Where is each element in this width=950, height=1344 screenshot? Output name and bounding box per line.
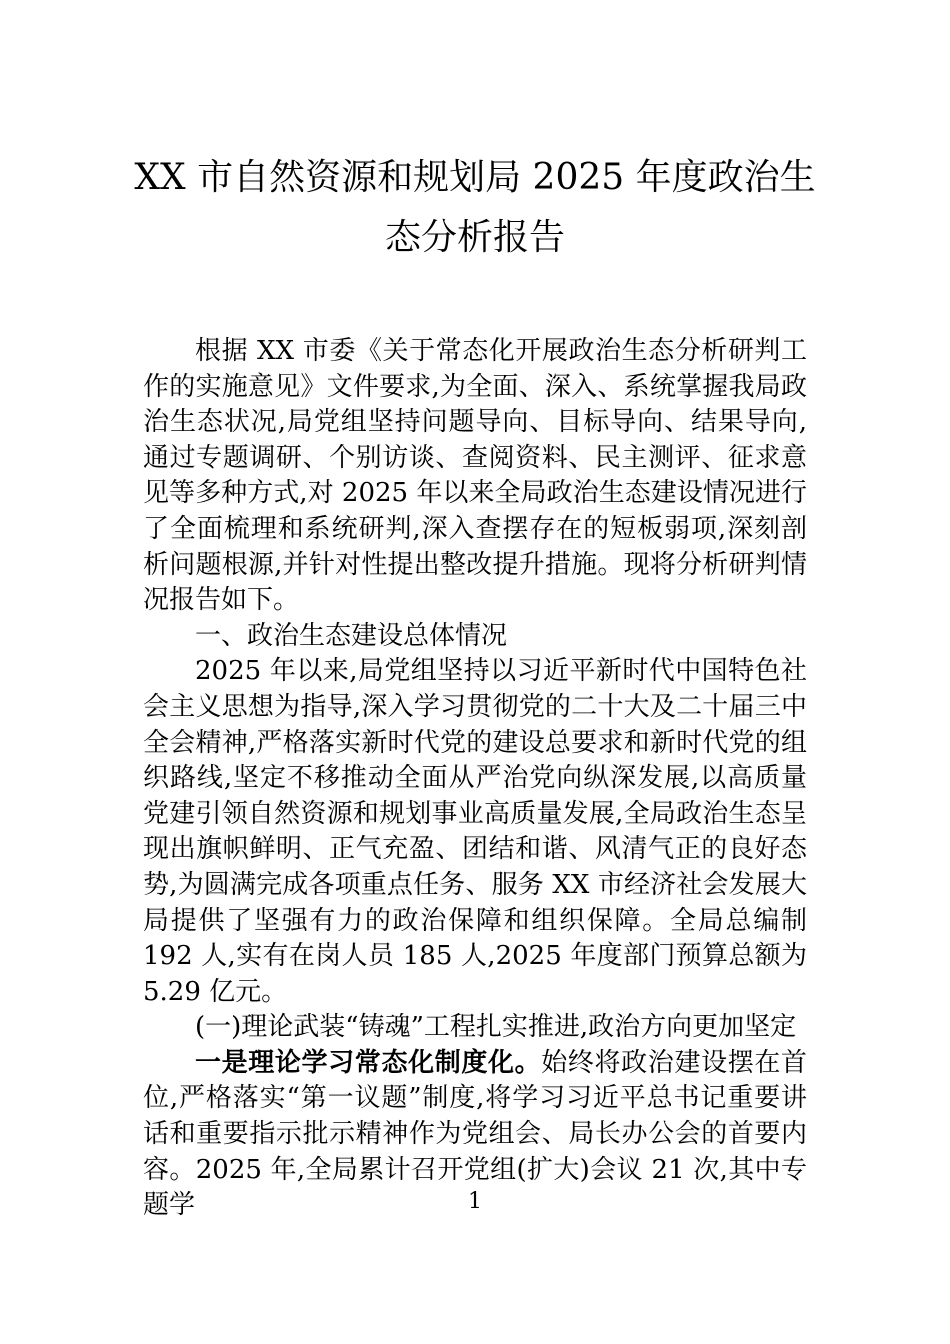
intro-paragraph: [143, 334, 807, 619]
intro-text: 根据 XX 市委《关于常态化开展政治生态分析研判工作的实施意见》文件要求,为全面、深入、系统掌握我局政治生态状况,局党组坚持问题导向、目标导向、结果导向,通过专题调研、个别访谈、查阅资料、民主测评、征求意见等多种方式,对 2025 年以来全局政治生态建设情况进行了全面梳理和系统研判,深入查摆存在的短板弱项,深刻剖析问题根源,并针对性提出整改提升措施。现将分析研判情况报告如下。: [143, 336, 807, 616]
overview-text: 2025 年以来,局党组坚持以习近平新时代中国特色社会主义思想为指导,深入学习贯彻党的二十大及二十届三中全会精神,严格落实新时代党的建设总要求和新时代党的组织路线,坚定不移推动全面从严治党向纵深发展,以高质量党建引领自然资源和规划事业高质量发展,全局政治生态呈现出旗帜鲜明、正气充盈、团结和谐、风清气正的良好态势,为圆满完成各项重点任务、服务 XX 市经济社会发展大局提供了坚强有力的政治保障和组织保障。全局总编制 192 人,实有在岗人员 185 人,2025 年度部门预算总额为 5.29 亿元。: [143, 656, 807, 1007]
point-text: 始终将政治建设摆在首位,严格落实“第一议题”制度,将学习习近平总书记重要讲话和重要指示批示精神作为党组会、局长办公会的首要内容。2025 年,全局累计召开党组(扩大)会议 21 次,其中专题学: [143, 1047, 807, 1221]
document-body: [143, 334, 807, 1224]
document-title: [130, 148, 820, 268]
point-lead: 一是理论学习常态化制度化。: [195, 1047, 542, 1078]
page-number: 1: [468, 1189, 482, 1214]
section-heading-1: [143, 619, 807, 655]
title-line-2: 态分析报告: [384, 217, 565, 258]
title-line-1: XX 市自然资源和规划局 2025 年度政治生: [134, 157, 816, 198]
subsection-heading-1: [143, 1010, 807, 1046]
subsection-heading-text: (一)理论武装“铸魂”工程扎实推进,政治方向更加坚定: [195, 1012, 797, 1043]
section-heading-text: 一、政治生态建设总体情况: [195, 620, 508, 651]
overview-paragraph: [143, 654, 807, 1010]
